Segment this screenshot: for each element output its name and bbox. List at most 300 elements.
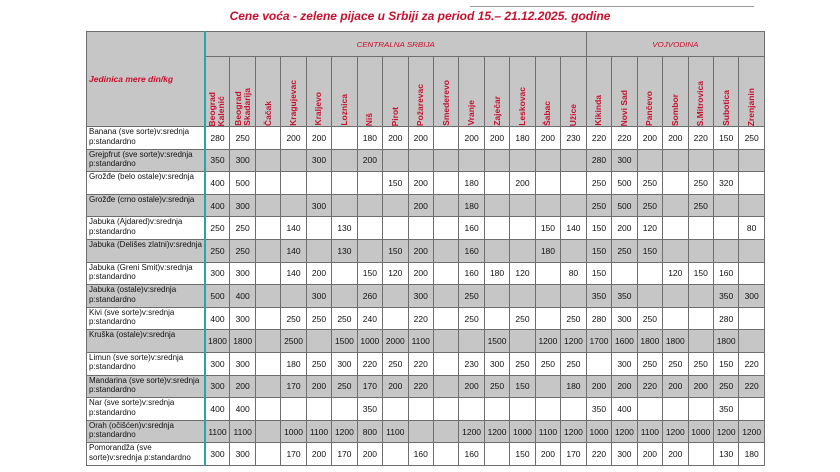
price-cell [433, 127, 458, 150]
price-cell: 150 [535, 217, 560, 240]
price-cell [739, 262, 765, 285]
price-cell: 150 [383, 172, 408, 195]
price-cell [484, 172, 509, 195]
product-name: Jabuka (Ajdared)v:srednja p:standardno [87, 217, 205, 240]
price-cell [332, 262, 357, 285]
price-cell: 120 [510, 262, 535, 285]
city-header [230, 57, 255, 127]
price-cell: 200 [408, 172, 433, 195]
price-cell: 320 [713, 172, 738, 195]
city-name: S.Mitrovica [695, 80, 706, 126]
price-cell [281, 398, 306, 421]
city-header [255, 57, 280, 127]
price-cell: 170 [357, 375, 382, 398]
city-header [663, 57, 688, 127]
price-cell [433, 398, 458, 421]
price-cell [383, 149, 408, 172]
price-cell: 250 [561, 352, 587, 375]
price-cell: 300 [332, 352, 357, 375]
price-cell: 350 [713, 285, 738, 308]
price-cell [332, 127, 357, 150]
price-cell: 1100 [383, 420, 408, 443]
price-cell [535, 194, 560, 217]
price-cell: 200 [637, 127, 662, 150]
price-cell [713, 239, 738, 262]
price-cell: 1000 [688, 420, 713, 443]
price-cell: 250 [459, 285, 484, 308]
price-cell [663, 194, 688, 217]
price-cell: 250 [561, 307, 587, 330]
price-cell: 300 [612, 149, 637, 172]
price-cell: 200 [663, 375, 688, 398]
price-cell [408, 398, 433, 421]
city-name: Užice [567, 103, 578, 126]
price-cell: 350 [612, 285, 637, 308]
price-cell [739, 239, 765, 262]
price-cell [306, 172, 331, 195]
price-cell: 1100 [205, 420, 230, 443]
price-cell: 170 [561, 443, 587, 466]
price-cell: 230 [459, 352, 484, 375]
price-cell: 200 [535, 127, 560, 150]
price-cell: 1800 [713, 330, 738, 353]
price-cell: 280 [586, 149, 611, 172]
price-cell: 220 [637, 375, 662, 398]
table-row [87, 239, 765, 262]
price-cell: 200 [663, 127, 688, 150]
price-cell [357, 172, 382, 195]
price-cell: 280 [713, 307, 738, 330]
price-cell: 200 [230, 375, 255, 398]
price-cell: 180 [510, 127, 535, 150]
price-cell: 250 [205, 217, 230, 240]
price-cell: 1800 [663, 330, 688, 353]
price-cell: 200 [535, 443, 560, 466]
document-title: Cene voća - zelene pijace u Srbiji za period 15.– 21.12.2025. godine [229, 9, 611, 23]
price-cell: 120 [663, 262, 688, 285]
price-cell: 1500 [332, 330, 357, 353]
price-cell: 80 [739, 217, 765, 240]
price-cell: 500 [230, 172, 255, 195]
table-row [87, 217, 765, 240]
price-cell [255, 194, 280, 217]
price-cell: 160 [459, 443, 484, 466]
price-cell [713, 217, 738, 240]
price-cell: 220 [357, 352, 382, 375]
unit-label: Jedinica mere din/kg [87, 32, 205, 127]
price-cell: 1200 [612, 420, 637, 443]
price-cell [408, 149, 433, 172]
price-cell: 250 [230, 127, 255, 150]
price-cell: 170 [332, 443, 357, 466]
city-header [205, 57, 230, 127]
city-header [739, 57, 765, 127]
price-cell: 200 [281, 127, 306, 150]
price-cell: 150 [510, 443, 535, 466]
price-cell [739, 194, 765, 217]
price-cell: 280 [586, 307, 611, 330]
table-row [87, 420, 765, 443]
table-row [87, 149, 765, 172]
price-cell: 200 [586, 375, 611, 398]
price-cell [484, 194, 509, 217]
price-cell [586, 352, 611, 375]
price-cell: 400 [205, 172, 230, 195]
price-cell: 80 [561, 262, 587, 285]
price-cell: 1200 [561, 330, 587, 353]
price-cell [561, 194, 587, 217]
table-row [87, 375, 765, 398]
price-cell [306, 398, 331, 421]
price-cell [281, 285, 306, 308]
price-cell: 1000 [510, 420, 535, 443]
price-cell: 500 [205, 285, 230, 308]
price-cell: 250 [535, 352, 560, 375]
price-cell: 220 [739, 375, 765, 398]
price-cell [408, 217, 433, 240]
price-cell: 1200 [561, 420, 587, 443]
price-cell: 400 [205, 398, 230, 421]
city-header [433, 57, 458, 127]
price-cell [433, 217, 458, 240]
price-cell: 250 [663, 352, 688, 375]
price-cell: 500 [612, 194, 637, 217]
price-cell: 140 [281, 239, 306, 262]
price-cell: 120 [383, 262, 408, 285]
price-cell [688, 307, 713, 330]
price-cell: 150 [688, 262, 713, 285]
price-cell: 300 [306, 149, 331, 172]
price-cell: 250 [637, 194, 662, 217]
price-cell: 180 [535, 239, 560, 262]
price-cell: 240 [357, 307, 382, 330]
city-name: Sombor [669, 93, 680, 126]
table-row [87, 398, 765, 421]
city-header [459, 57, 484, 127]
price-cell: 500 [612, 172, 637, 195]
product-name: Grožđe (crno ostale)v:srednja [87, 194, 205, 217]
price-cell: 220 [408, 352, 433, 375]
price-cell: 1500 [484, 330, 509, 353]
price-cell: 1600 [612, 330, 637, 353]
price-cell [688, 239, 713, 262]
price-cell [535, 262, 560, 285]
price-cell [713, 149, 738, 172]
price-cell [510, 330, 535, 353]
price-cell [688, 217, 713, 240]
price-cell: 300 [230, 262, 255, 285]
price-cell: 220 [612, 127, 637, 150]
city-header [637, 57, 662, 127]
price-cell [484, 443, 509, 466]
price-cell [433, 239, 458, 262]
city-name: Pirot [389, 106, 400, 126]
city-header [357, 57, 382, 127]
price-cell [484, 239, 509, 262]
city-name: Kraljevo [313, 92, 324, 126]
price-cell: 150 [713, 352, 738, 375]
price-cell [357, 239, 382, 262]
city-header [561, 57, 587, 127]
city-header [688, 57, 713, 127]
price-cell [663, 239, 688, 262]
price-cell [255, 149, 280, 172]
price-cell [561, 285, 587, 308]
price-cell: 200 [408, 262, 433, 285]
price-cell [332, 285, 357, 308]
price-cell: 230 [561, 127, 587, 150]
table-row [87, 262, 765, 285]
price-cell: 150 [586, 239, 611, 262]
price-cell [459, 398, 484, 421]
city-name: Zaječar [491, 96, 502, 126]
price-cell: 200 [408, 239, 433, 262]
price-cell: 130 [332, 217, 357, 240]
price-cell: 250 [281, 307, 306, 330]
product-name: Kruška (ostale)v:srednja [87, 330, 205, 353]
price-cell: 250 [739, 127, 765, 150]
price-cell [433, 420, 458, 443]
price-cell: 180 [281, 352, 306, 375]
price-cell: 1800 [205, 330, 230, 353]
price-cell: 1100 [637, 420, 662, 443]
price-cell: 200 [306, 443, 331, 466]
price-cell: 300 [230, 352, 255, 375]
city-name: Subotica [720, 90, 731, 126]
price-cell [255, 443, 280, 466]
price-cell: 400 [205, 307, 230, 330]
price-cell: 200 [688, 375, 713, 398]
price-cell [713, 194, 738, 217]
price-cell: 140 [281, 217, 306, 240]
price-cell [484, 398, 509, 421]
price-cell [663, 285, 688, 308]
price-cell [688, 285, 713, 308]
price-cell [433, 172, 458, 195]
price-table-body [87, 127, 765, 466]
price-cell [255, 307, 280, 330]
price-cell [663, 398, 688, 421]
price-cell: 180 [739, 443, 765, 466]
price-cell: 250 [586, 194, 611, 217]
price-cell: 150 [713, 127, 738, 150]
product-name: Nar (sve sorte)v:srednja p:standardno [87, 398, 205, 421]
city-header [586, 57, 611, 127]
price-cell: 220 [586, 127, 611, 150]
price-cell: 300 [230, 194, 255, 217]
price-cell: 1100 [408, 330, 433, 353]
price-cell: 160 [713, 262, 738, 285]
price-cell: 250 [688, 172, 713, 195]
price-cell [433, 443, 458, 466]
region-central-serbia: CENTRALNA SRBIJA [205, 32, 587, 57]
price-cell [255, 239, 280, 262]
price-cell: 120 [637, 217, 662, 240]
price-cell [357, 217, 382, 240]
price-cell [688, 398, 713, 421]
price-cell [306, 217, 331, 240]
price-cell: 130 [713, 443, 738, 466]
price-cell [688, 149, 713, 172]
price-cell: 150 [383, 239, 408, 262]
price-cell: 250 [637, 352, 662, 375]
price-cell [433, 375, 458, 398]
price-cell [383, 194, 408, 217]
price-cell: 250 [612, 239, 637, 262]
price-cell: 350 [713, 398, 738, 421]
price-cell [332, 398, 357, 421]
price-cell: 140 [281, 262, 306, 285]
price-cell [663, 149, 688, 172]
price-cell: 300 [484, 352, 509, 375]
price-cell: 1100 [230, 420, 255, 443]
price-cell: 220 [408, 307, 433, 330]
price-cell: 200 [383, 375, 408, 398]
price-cell [637, 398, 662, 421]
price-cell: 400 [205, 194, 230, 217]
price-cell: 250 [459, 307, 484, 330]
price-cell: 300 [205, 375, 230, 398]
price-cell: 140 [561, 217, 587, 240]
city-header [510, 57, 535, 127]
price-cell [433, 149, 458, 172]
city-name: Smederevo [440, 80, 451, 126]
table-row [87, 330, 765, 353]
price-cell [357, 194, 382, 217]
price-cell [383, 307, 408, 330]
price-cell: 150 [586, 262, 611, 285]
price-cell: 250 [306, 352, 331, 375]
price-cell [663, 217, 688, 240]
price-cell [433, 285, 458, 308]
price-cell: 1100 [535, 420, 560, 443]
price-cell [510, 149, 535, 172]
price-cell [433, 330, 458, 353]
city-header [713, 57, 738, 127]
price-cell [612, 262, 637, 285]
price-cell: 150 [357, 262, 382, 285]
price-cell: 400 [230, 398, 255, 421]
price-cell: 150 [637, 239, 662, 262]
price-cell [688, 443, 713, 466]
table-row [87, 352, 765, 375]
city-name: Čačak [262, 100, 273, 126]
price-cell: 300 [205, 262, 230, 285]
city-header [306, 57, 331, 127]
price-cell [510, 217, 535, 240]
price-cell: 1200 [739, 420, 765, 443]
price-cell: 1200 [332, 420, 357, 443]
price-cell: 2000 [383, 330, 408, 353]
price-cell [255, 330, 280, 353]
price-cell: 200 [383, 127, 408, 150]
city-name: Loznica [338, 94, 349, 126]
product-name: Jabuka (Delišes zlatni)v:srednja [87, 239, 205, 262]
price-cell: 200 [357, 149, 382, 172]
price-cell: 200 [306, 375, 331, 398]
price-cell: 250 [205, 239, 230, 262]
price-cell: 150 [586, 217, 611, 240]
price-cell [561, 149, 587, 172]
price-cell [561, 172, 587, 195]
price-cell: 300 [408, 285, 433, 308]
price-cell [739, 172, 765, 195]
price-cell: 180 [357, 127, 382, 150]
city-header [383, 57, 408, 127]
city-name: Šabac [542, 100, 553, 126]
price-cell [255, 398, 280, 421]
price-cell [510, 398, 535, 421]
price-cell: 1200 [713, 420, 738, 443]
city-name: Niš [364, 112, 375, 126]
price-cell: 170 [281, 443, 306, 466]
price-cell: 200 [357, 443, 382, 466]
product-name: Kivi (sve sorte)v:srednja p:standardno [87, 307, 205, 330]
price-cell [332, 194, 357, 217]
city-name: Leskovac [516, 87, 527, 126]
city-name: Beograd Skadarija [232, 88, 252, 126]
price-cell: 250 [383, 352, 408, 375]
city-name: Požarevac [415, 83, 426, 126]
price-cell: 200 [637, 443, 662, 466]
price-cell: 250 [332, 375, 357, 398]
price-cell [535, 398, 560, 421]
price-cell [535, 375, 560, 398]
price-cell: 200 [306, 262, 331, 285]
price-cell: 1800 [230, 330, 255, 353]
price-cell [688, 330, 713, 353]
price-cell [484, 285, 509, 308]
price-cell: 160 [459, 239, 484, 262]
city-name: Beograd Kalenić [207, 91, 227, 126]
price-cell: 200 [408, 127, 433, 150]
price-cell: 200 [510, 172, 535, 195]
price-cell: 250 [586, 172, 611, 195]
city-header [332, 57, 357, 127]
price-cell: 200 [408, 194, 433, 217]
price-cell [459, 149, 484, 172]
price-cell [306, 239, 331, 262]
price-cell: 220 [688, 127, 713, 150]
price-cell: 1100 [306, 420, 331, 443]
price-cell: 300 [739, 285, 765, 308]
price-cell [510, 239, 535, 262]
region-header-row [87, 32, 765, 57]
price-cell [408, 420, 433, 443]
city-name: Vranje [466, 100, 477, 126]
price-cell: 180 [561, 375, 587, 398]
price-cell [433, 194, 458, 217]
price-cell: 180 [459, 194, 484, 217]
price-cell: 150 [510, 375, 535, 398]
price-cell [739, 307, 765, 330]
price-cell: 300 [230, 149, 255, 172]
city-name: Zrenjanin [746, 87, 757, 126]
price-cell [255, 352, 280, 375]
price-cell: 160 [459, 262, 484, 285]
price-cell: 1800 [637, 330, 662, 353]
price-cell: 280 [205, 127, 230, 150]
city-header [535, 57, 560, 127]
price-cell [255, 375, 280, 398]
price-cell [739, 149, 765, 172]
price-cell: 250 [510, 352, 535, 375]
price-cell [306, 330, 331, 353]
price-cell: 250 [306, 307, 331, 330]
price-cell [561, 239, 587, 262]
city-name: Kikinda [593, 95, 604, 126]
price-cell: 250 [637, 307, 662, 330]
